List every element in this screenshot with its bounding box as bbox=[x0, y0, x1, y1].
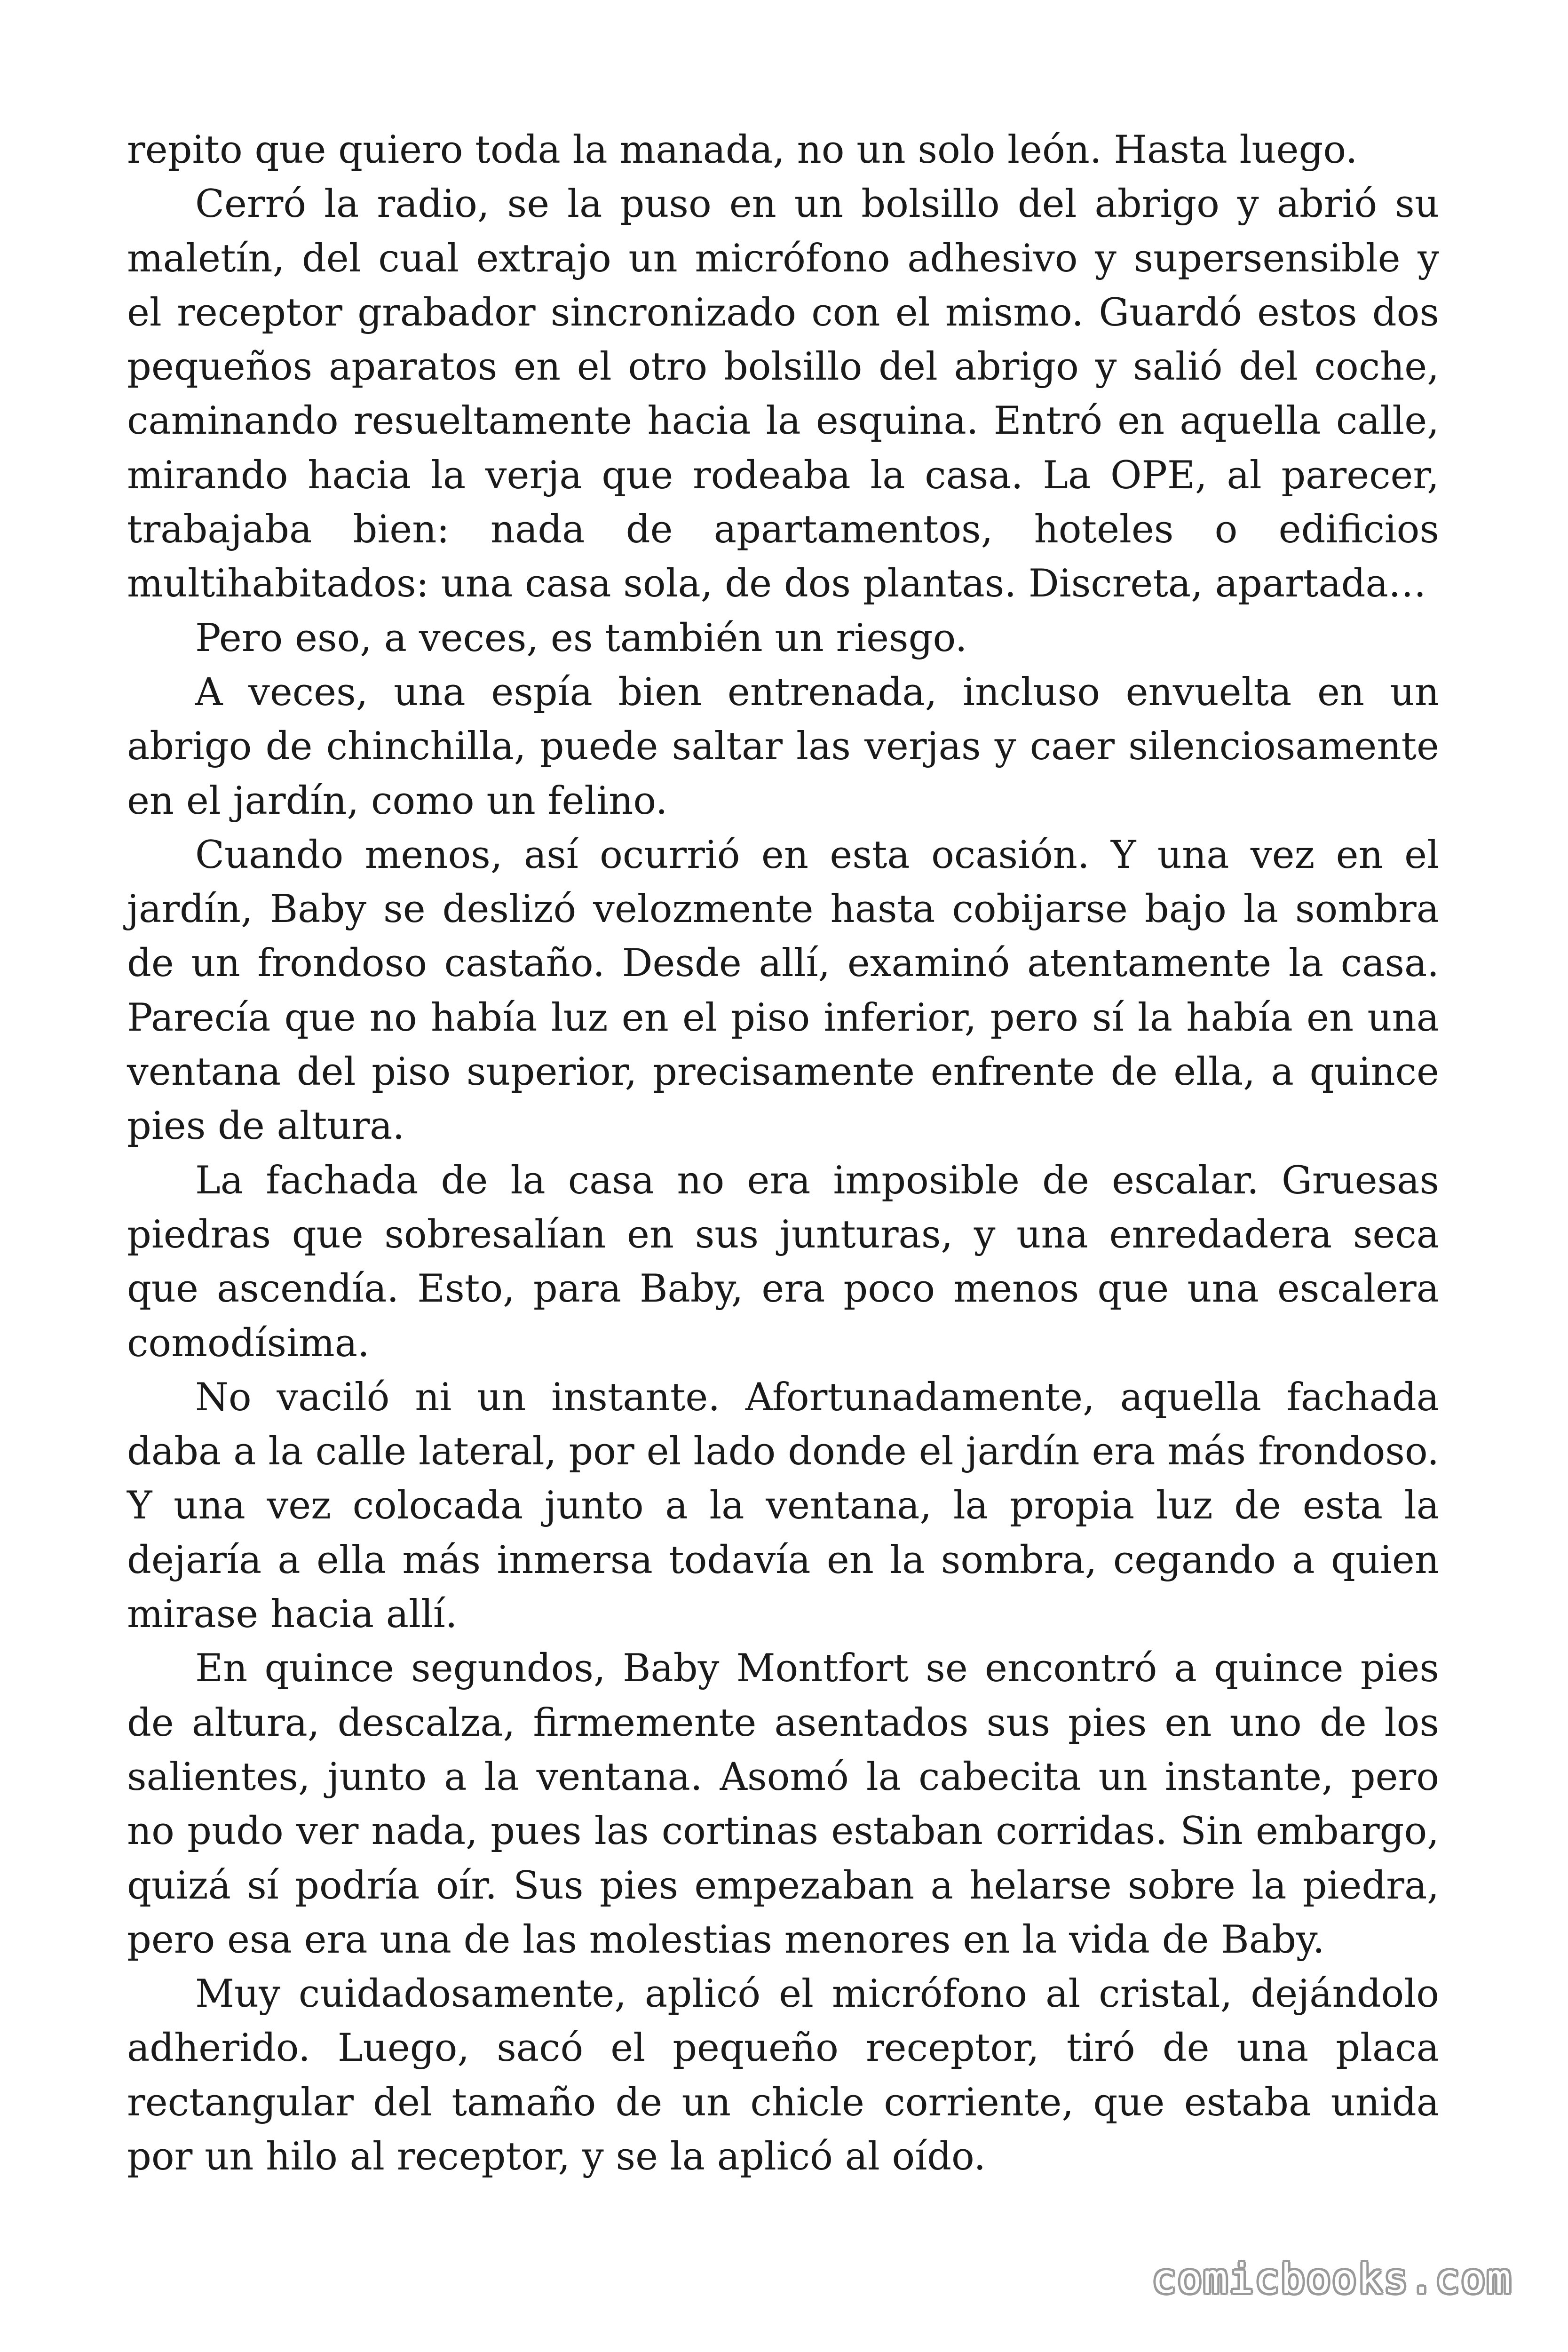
paragraph-6: La fachada de la casa no era imposible de escalar. Gruesas piedras que sobresalían en sus junturas, y una enredadera seca que ascendía. Esto, para Baby, era poco menos que una escalera comodísima. bbox=[127, 1158, 1439, 1366]
paragraph-3: Pero eso, a veces, es también un riesgo. bbox=[195, 616, 967, 660]
paragraph-4: A veces, una espía bien entrenada, incluso envuelta en un abrigo de chinchilla, puede saltar las verjas y caer silenciosamente en el jardín, como un felino. bbox=[127, 670, 1439, 823]
paragraph-7: No vaciló ni un instante. Afortunadamente, aquella fachada daba a la calle lateral, por el lado donde el jardín era más frondoso. Y una vez colocada junto a la ventana, la propia luz de esta la dejaría a ella más inmersa todavía en la sombra, cegando a quien mirase hacia allí. bbox=[127, 1375, 1439, 1637]
paragraph-2: Cerró la radio, se la puso en un bolsillo del abrigo y abrió su maletín, del cual extrajo un micrófono adhesivo y supersensible y el receptor grabador sincronizado con el mismo. Guardó estos dos pequeños aparatos en el otro bolsillo del abrigo y salió del coche, caminando resueltamente hacia la esquina. Entró en aquella calle, mirando hacia la verja que rodeaba la casa. La OPE, al parecer, trabajaba bien: nada de apartamentos, hoteles o edificios multihabitados: una casa sola, de dos plantas. Discreta, apartada… bbox=[127, 182, 1439, 606]
paragraph-8: En quince segundos, Baby Montfort se encontró a quince pies de altura, descalza, firmemente asentados sus pies en uno de los salientes, junto a la ventana. Asomó la cabecita un instante, pero no pudo ver nada, pues las cortinas estaban corridas. Sin embargo, quizá sí podría oír. Sus pies empezaban a helarse sobre la piedra, pero esa era una de las molestias menores en la vida de Baby. bbox=[127, 1646, 1439, 1962]
paragraph-5: Cuando menos, así ocurrió en esta ocasión. Y una vez en el jardín, Baby se deslizó velozmente hasta cobijarse bajo la sombra de un frondoso castaño. Desde allí, examinó atentamente la casa. Parecía que no había luz en el piso inferior, pero sí la había en una ventana del piso superior, precisamente enfrente de ella, a quince pies de altura. bbox=[127, 833, 1439, 1149]
paragraph-9: Muy cuidadosamente, aplicó el micrófono al cristal, dejándolo adherido. Luego, sacó el pequeño receptor, tiró de una placa rectangular del tamaño de un chicle corriente, que estaba unida por un hilo al receptor, y se la aplicó al oído. bbox=[127, 1972, 1439, 2179]
watermark: comicbooks.com bbox=[1152, 2256, 1513, 2303]
paragraph-1: repito que quiero toda la manada, no un solo león. Hasta luego. bbox=[127, 128, 1358, 172]
body-text bbox=[127, 123, 1439, 2184]
